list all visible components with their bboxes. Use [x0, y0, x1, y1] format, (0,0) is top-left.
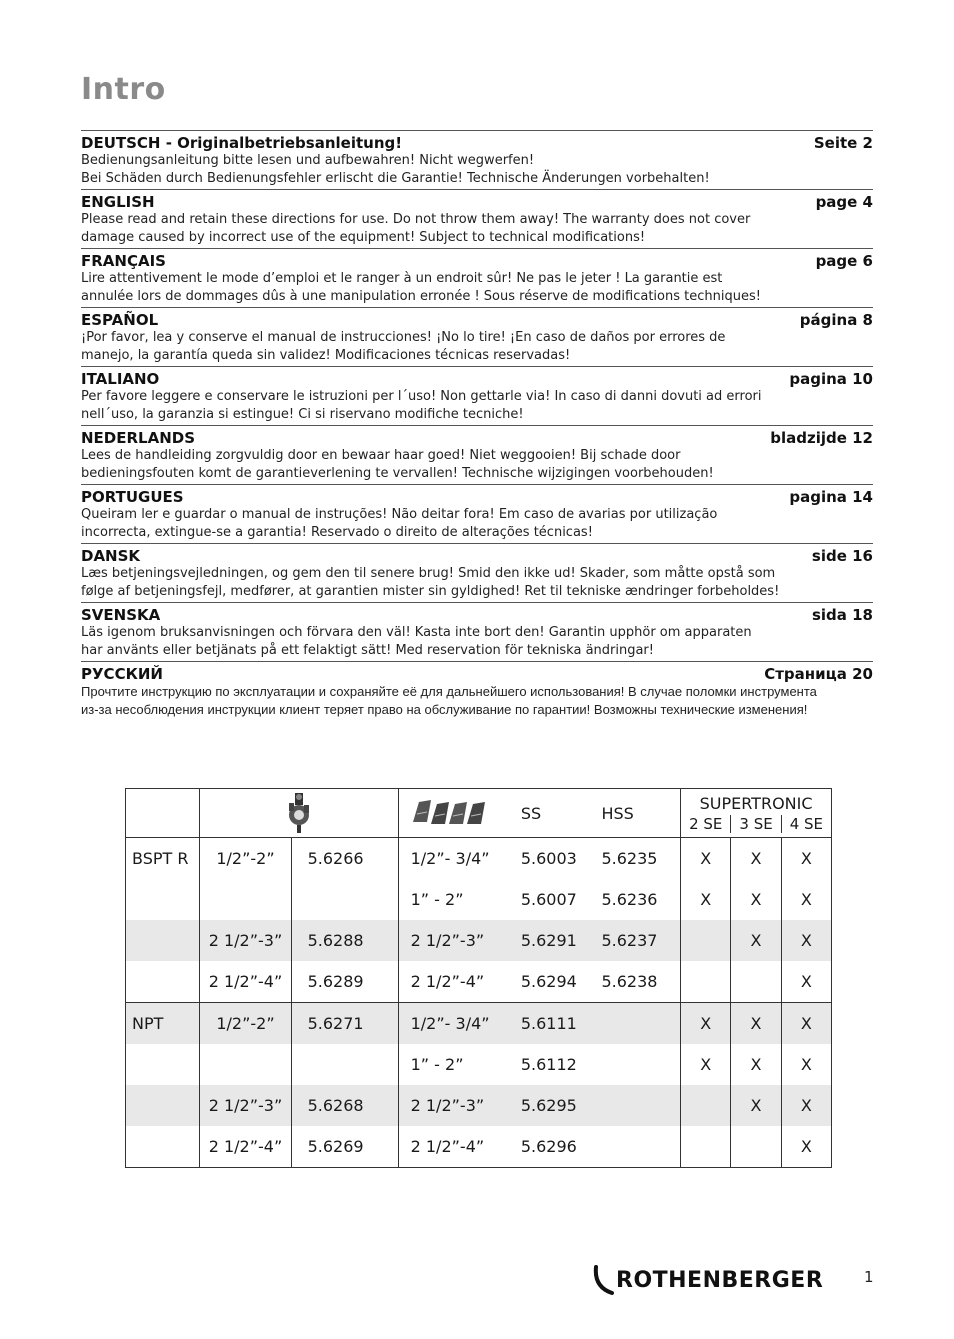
cell-hss: [601, 1003, 680, 1045]
cell-2se: [681, 920, 731, 961]
product-table: [125, 788, 832, 1168]
language-text-line: Per favore leggere e conservare le istruzioni per l´uso! Non gettarle via! In caso di danni dovuti ad errori: [81, 389, 762, 404]
language-text-line: følge af betjeningsfejl, medfører, at garantien mister sin gyldighed! Ret til tekniske ændringer forbeholdes!: [81, 584, 780, 599]
table-row: [126, 920, 832, 961]
language-text-line: из-за несоблюдения инструкции клиент теряет право на обслуживание по гарантии! Возможны технические изменения!: [81, 702, 808, 717]
language-text-line: har använts eller betjänats på ett felaktigt sätt! Med reservation för tekniska ändringar!: [81, 643, 654, 658]
cell-3se: X: [731, 920, 781, 961]
language-page-ref: pagina 10: [789, 370, 873, 388]
table-row: [126, 1085, 832, 1126]
table-row: [126, 1003, 832, 1045]
cell-3se: X: [731, 1003, 781, 1045]
language-section-sv: [81, 602, 873, 661]
cell-thread: [126, 1126, 200, 1168]
header-4se: 4 SE: [781, 815, 831, 833]
language-text-line: Læs betjeningsvejledningen, og gem den til senere brug! Smid den ikke ud! Skader, som måtte opstå som: [81, 566, 776, 581]
language-text-line: Läs igenom bruksanvisningen och förvara den väl! Kasta inte bort den! Garantin upphör om apparaten: [81, 625, 752, 640]
cell-thread: [126, 879, 200, 920]
cell-2se: X: [681, 1003, 731, 1045]
table-row: [126, 961, 832, 1003]
cell-3se: X: [731, 838, 781, 880]
language-section-pt: [81, 484, 873, 543]
cell-die: 1/2”- 3/4”: [410, 849, 490, 868]
header-hss: HSS: [601, 789, 680, 838]
cell-ss: 5.6295: [521, 1085, 602, 1126]
language-page-ref: bladzijde 12: [770, 429, 873, 447]
cell-hss: [601, 1085, 680, 1126]
cell-3se: [731, 961, 781, 1003]
brand-logo: [592, 1264, 823, 1296]
language-text-line: Lire attentivement le mode d’emploi et le ranger à un endroit sûr! Ne pas le jeter ! La garantie est: [81, 271, 723, 286]
header-ss: SS: [521, 789, 602, 838]
language-name: PORTUGUES: [81, 488, 184, 506]
cell-ss: 5.6111: [521, 1003, 602, 1045]
cell-ss: 5.6003: [520, 849, 577, 868]
cell-die: 2 1/2”-4”: [410, 972, 485, 991]
cell-article: 5.6289: [291, 961, 398, 1003]
cell-ss: 5.6112: [520, 1055, 577, 1074]
table-row: [126, 1044, 832, 1085]
cell-size: 1/2”-2”: [200, 1003, 291, 1045]
language-text-line: manejo, la garantía queda sin validez! Modificaciones técnicas reservadas!: [81, 348, 571, 363]
cell-article: 5.6271: [291, 1003, 398, 1045]
table-header-row: [126, 789, 832, 838]
cell-thread: [126, 961, 200, 1003]
header-dies-cell: [398, 789, 521, 838]
cell-die: 1/2”- 3/4”: [398, 1003, 521, 1045]
cell-size: 1/2”-2”: [216, 849, 275, 868]
cell-thread: [126, 1085, 200, 1126]
header-3se: 3 SE: [730, 815, 780, 833]
die-head-icon: [281, 789, 317, 833]
cell-4se: X: [781, 838, 831, 880]
cell-size: 2 1/2”-3”: [200, 1085, 291, 1126]
cell-hss: [601, 1044, 680, 1085]
language-text-line: damage caused by incorrect use of the equipment! Subject to technical modifications!: [81, 230, 646, 245]
cell-size: [200, 879, 291, 920]
language-page-ref: Страница 20: [764, 665, 873, 683]
language-text-line: Прочтите инструкцию по эксплуатации и сохраняйте её для дальнейшего использования! В случае поломки инструмента: [81, 684, 817, 699]
language-text-line: nell´uso, la garanzia si estingue! Ci si riservano modifiche tecniche!: [81, 407, 524, 422]
language-text-line: bedieningsfouten komt de garantieverlening te vervallen! Technische wijzigingen voorbehouden!: [81, 466, 714, 481]
page-number: 1: [864, 1268, 874, 1286]
header-empty-cell: [126, 789, 200, 838]
cell-die: 1” - 2”: [410, 890, 464, 909]
language-name: FRANÇAIS: [81, 252, 166, 270]
cell-hss: 5.6235: [601, 838, 680, 880]
cell-thread: NPT: [126, 1003, 200, 1045]
dies-icon: [411, 794, 491, 828]
cell-ss: 5.6294: [520, 972, 577, 991]
cell-3se: [731, 1126, 781, 1168]
header-2se: 2 SE: [689, 814, 723, 833]
cell-4se: X: [781, 1003, 831, 1045]
cell-size: 2 1/2”-4”: [200, 1126, 291, 1168]
cell-2se: [681, 1126, 731, 1168]
cell-2se: [681, 961, 731, 1003]
cell-4se: X: [781, 1085, 831, 1126]
language-text-line: annulée lors de dommages dûs à une manipulation erronée ! Sous réserve de modifications techniques!: [81, 289, 761, 304]
language-section-da: [81, 543, 873, 602]
cell-hss: 5.6236: [601, 879, 680, 920]
language-section-it: [81, 366, 873, 425]
header-tool-cell: [200, 789, 398, 838]
cell-article: 5.6288: [291, 920, 398, 961]
language-page-ref: página 8: [799, 311, 873, 329]
cell-ss: 5.6296: [521, 1126, 602, 1168]
language-text-line: incorrecta, extingue-se a garantia! Reservado o direito de alterações técnicas!: [81, 525, 593, 540]
cell-4se: X: [781, 961, 831, 1003]
cell-2se: X: [681, 1044, 731, 1085]
cell-3se: X: [731, 1044, 781, 1085]
header-supertronic-models: [681, 815, 831, 833]
cell-ss: 5.6291: [521, 920, 602, 961]
cell-article: [291, 879, 398, 920]
cell-thread: [126, 920, 200, 961]
cell-4se: X: [781, 920, 831, 961]
cell-article: 5.6268: [291, 1085, 398, 1126]
cell-article: 5.6269: [291, 1126, 398, 1168]
cell-die: 2 1/2”-4”: [398, 1126, 521, 1168]
cell-article: [291, 1044, 398, 1085]
language-page-ref: side 16: [811, 547, 873, 565]
language-list: [81, 130, 873, 720]
language-text-line: Bei Schäden durch Bedienungsfehler erlischt die Garantie! Technische Änderungen vorbehalten!: [81, 171, 710, 186]
table-row: [126, 838, 832, 880]
cell-article: 5.6266: [291, 838, 398, 880]
cell-4se: X: [781, 1126, 831, 1168]
brand-name: ROTHENBERGER: [616, 1267, 824, 1293]
cell-thread: [126, 1044, 200, 1085]
language-name: ENGLISH: [81, 193, 155, 211]
language-page-ref: page 6: [815, 252, 873, 270]
language-name: DANSK: [81, 547, 141, 565]
cell-2se: X: [681, 838, 731, 880]
cell-size: 2 1/2”-4”: [208, 972, 283, 991]
cell-4se: X: [781, 879, 831, 920]
logo-hook-icon: [592, 1265, 614, 1295]
header-supertronic-label: SUPERTRONIC: [699, 793, 813, 813]
language-text-line: Lees de handleiding zorgvuldig door en bewaar haar goed! Niet weggooien! Bij schade door: [81, 448, 681, 463]
cell-thread: BSPT R: [126, 838, 200, 880]
cell-2se: [681, 1085, 731, 1126]
cell-die: 1” - 2”: [410, 1055, 464, 1074]
language-page-ref: sida 18: [811, 606, 873, 624]
language-text-line: ¡Por favor, lea y conserve el manual de instrucciones! ¡No lo tire! ¡En caso de daños por errores de: [81, 330, 726, 345]
header-supertronic: [681, 789, 832, 838]
language-name: ESPAÑOL: [81, 311, 159, 329]
cell-size: [200, 1044, 291, 1085]
language-section-en: [81, 189, 873, 248]
language-section-fr: [81, 248, 873, 307]
language-page-ref: Seite 2: [813, 134, 873, 152]
cell-3se: X: [731, 1085, 781, 1126]
language-text-line: Please read and retain these directions for use. Do not throw them away! The warranty does not cover: [81, 212, 751, 227]
cell-hss: [601, 1126, 680, 1168]
language-name: DEUTSCH - Originalbetriebsanleitung!: [81, 134, 403, 152]
cell-ss: 5.6007: [520, 890, 577, 909]
cell-4se: X: [781, 1044, 831, 1085]
language-section-nl: [81, 425, 873, 484]
language-page-ref: page 4: [815, 193, 873, 211]
language-text-line: Queiram ler e guardar o manual de instruções! Não deitar fora! Em caso de avarias por utilização: [81, 507, 718, 522]
language-section-es: [81, 307, 873, 366]
language-name: NEDERLANDS: [81, 429, 196, 447]
table-row: [126, 879, 832, 920]
cell-hss: 5.6237: [601, 920, 680, 961]
cell-2se: X: [681, 879, 731, 920]
cell-size: 2 1/2”-3”: [200, 920, 291, 961]
cell-3se: X: [731, 879, 781, 920]
language-name: SVENSKA: [81, 606, 161, 624]
cell-die: 2 1/2”-3”: [398, 1085, 521, 1126]
language-name: ITALIANO: [81, 370, 160, 388]
cell-die: 2 1/2”-3”: [398, 920, 521, 961]
language-text-line: Bedienungsanleitung bitte lesen und aufbewahren! Nicht wegwerfen!: [81, 153, 535, 168]
page-title: Intro: [81, 72, 166, 107]
language-name: РУССКИЙ: [81, 665, 163, 683]
language-page-ref: pagina 14: [789, 488, 873, 506]
cell-hss: 5.6238: [601, 961, 680, 1003]
language-section-de: [81, 130, 873, 189]
table-row: [126, 1126, 832, 1168]
language-section-ru: [81, 661, 873, 720]
